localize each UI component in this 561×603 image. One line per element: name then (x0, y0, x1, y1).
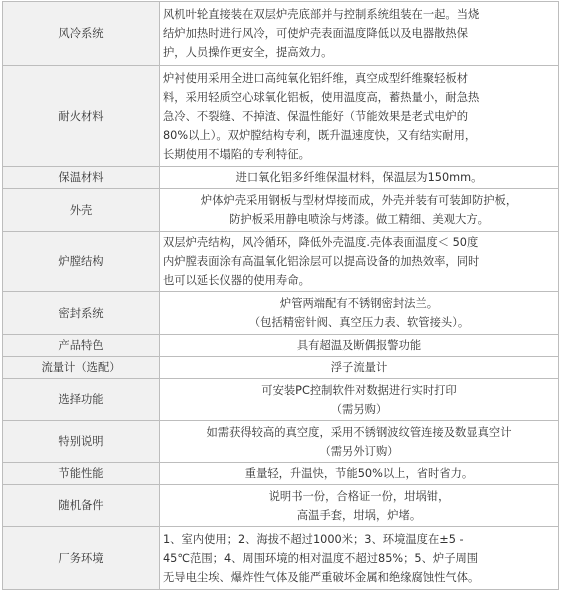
spec-description-line: 如需获得较高的真空度，采用不锈钢波纹管连接及数显真空计 (206, 425, 512, 439)
spec-name: 炉膛结构 (3, 232, 160, 292)
spec-description-line: 可安装PC控制软件对数据进行实时打印 (261, 383, 457, 397)
spec-name: 产品特色 (3, 335, 160, 357)
spec-row (3, 232, 559, 292)
spec-name: 选择功能 (3, 379, 160, 421)
spec-name: 特别说明 (3, 421, 160, 463)
spec-description (160, 66, 559, 167)
spec-name: 节能性能 (3, 463, 160, 485)
spec-description-line: 说明书一份，合格证一份，坩埚钳， (268, 489, 450, 503)
spec-description-line: （需另购） (330, 402, 388, 416)
spec-description-line: 风机叶轮直接装在双层炉壳底部并与控制系统组装在一起。当烧 (163, 8, 480, 21)
spec-description-line: 具有超温及断偶报警功能 (296, 339, 422, 352)
spec-description-line: 料，采用轻质空心球氧化铝板，使用温度高，蓄热量小，耐急热 (163, 90, 480, 104)
spec-description (160, 357, 559, 379)
spec-name: 保温材料 (3, 167, 160, 189)
spec-description-line: 也可以延长仪器的使用寿命。 (163, 274, 310, 287)
spec-description-line: 炉体炉壳采用钢板与型材焊接而成，外壳并装有可装卸防护板， (200, 194, 518, 207)
spec-description-line: 1、室内使用；2、海拔不超过1000米；3、环境温度在±5 - (163, 532, 464, 546)
spec-description (160, 421, 559, 463)
spec-description-line: 进口氧化铝多纤维保温材料，保温层为150mm。 (235, 171, 483, 184)
spec-row (3, 66, 559, 167)
spec-description-line: 浮子流量计 (330, 361, 388, 374)
spec-row (3, 357, 559, 379)
spec-description-line: 内炉膛表面涂有高温氧化铝涂层可以提高设备的加热效率，同时 (163, 255, 480, 268)
spec-description-line: 双层炉壳结构，风冷循环，降低外壳温度.壳体表面温度＜ 50度 (163, 236, 479, 249)
spec-row (3, 167, 559, 189)
spec-description (160, 232, 559, 292)
spec-description (160, 189, 559, 232)
spec-description (160, 2, 559, 66)
spec-description-line: 护，人员操作更安全，提高效力。 (163, 46, 333, 59)
spec-name: 随机备件 (3, 485, 160, 527)
spec-description (160, 463, 559, 485)
spec-row (3, 527, 559, 590)
spec-description-line: 无导电尘埃、爆炸性气体及能严重破坏金属和绝缘腐蚀性气体。 (163, 570, 480, 584)
spec-row (3, 189, 559, 232)
spec-description-line: （包括精密针阀、真空压力表、软管接头）。 (248, 316, 470, 329)
spec-description-line: 80%以上）。双炉膛结构专利，既升温速度快，又有结实耐用， (163, 128, 477, 142)
spec-description (160, 485, 559, 527)
spec-name: 风冷系统 (3, 2, 160, 66)
spec-row (3, 292, 559, 335)
spec-description (160, 527, 559, 590)
spec-description (160, 167, 559, 189)
spec-row (3, 463, 559, 485)
spec-name: 外壳 (3, 189, 160, 232)
spec-description (160, 335, 559, 357)
spec-row (3, 335, 559, 357)
spec-name: 厂务环境 (3, 527, 160, 590)
spec-row (3, 485, 559, 527)
spec-description (160, 292, 559, 335)
spec-row (3, 2, 559, 66)
spec-name: 密封系统 (3, 292, 160, 335)
spec-description-line: 重量轻，升温快，节能50%以上，省时省力。 (244, 467, 474, 480)
spec-table-body (3, 2, 559, 590)
spec-description-line: 炉管两端配有不锈钢密封法兰。 (279, 297, 439, 310)
spec-description (160, 379, 559, 421)
spec-description-line: 45℃范围；4、周围环境的相对温度不超过85%；5、炉子周围 (163, 551, 479, 565)
spec-description-line: 结炉加热时进行风冷，可使炉壳表面温度降低以及电器散热保 (163, 27, 469, 40)
spec-description-line: 高温手套，坩埚，炉堵。 (296, 508, 422, 522)
spec-row (3, 379, 559, 421)
spec-description-line: 急冷、不裂缝、不掉渣、保温性能好（节能效果是老式电炉的 (163, 109, 469, 123)
spec-description-line: 长期使用不塌陷的专利特征。 (163, 147, 310, 161)
spec-row (3, 421, 559, 463)
spec-description-line: 防护板采用静电喷涂与烤漆。做工精细、美观大方。 (229, 213, 489, 226)
spec-name: 耐火材料 (3, 66, 160, 167)
spec-description-line: 炉衬使用采用全进口高纯氧化铝纤维，真空成型纤维聚轻板材 (163, 71, 469, 85)
spec-name: 流量计（选配） (3, 357, 160, 379)
spec-description-line: （需另外订购） (319, 444, 399, 458)
spec-table (2, 1, 559, 590)
